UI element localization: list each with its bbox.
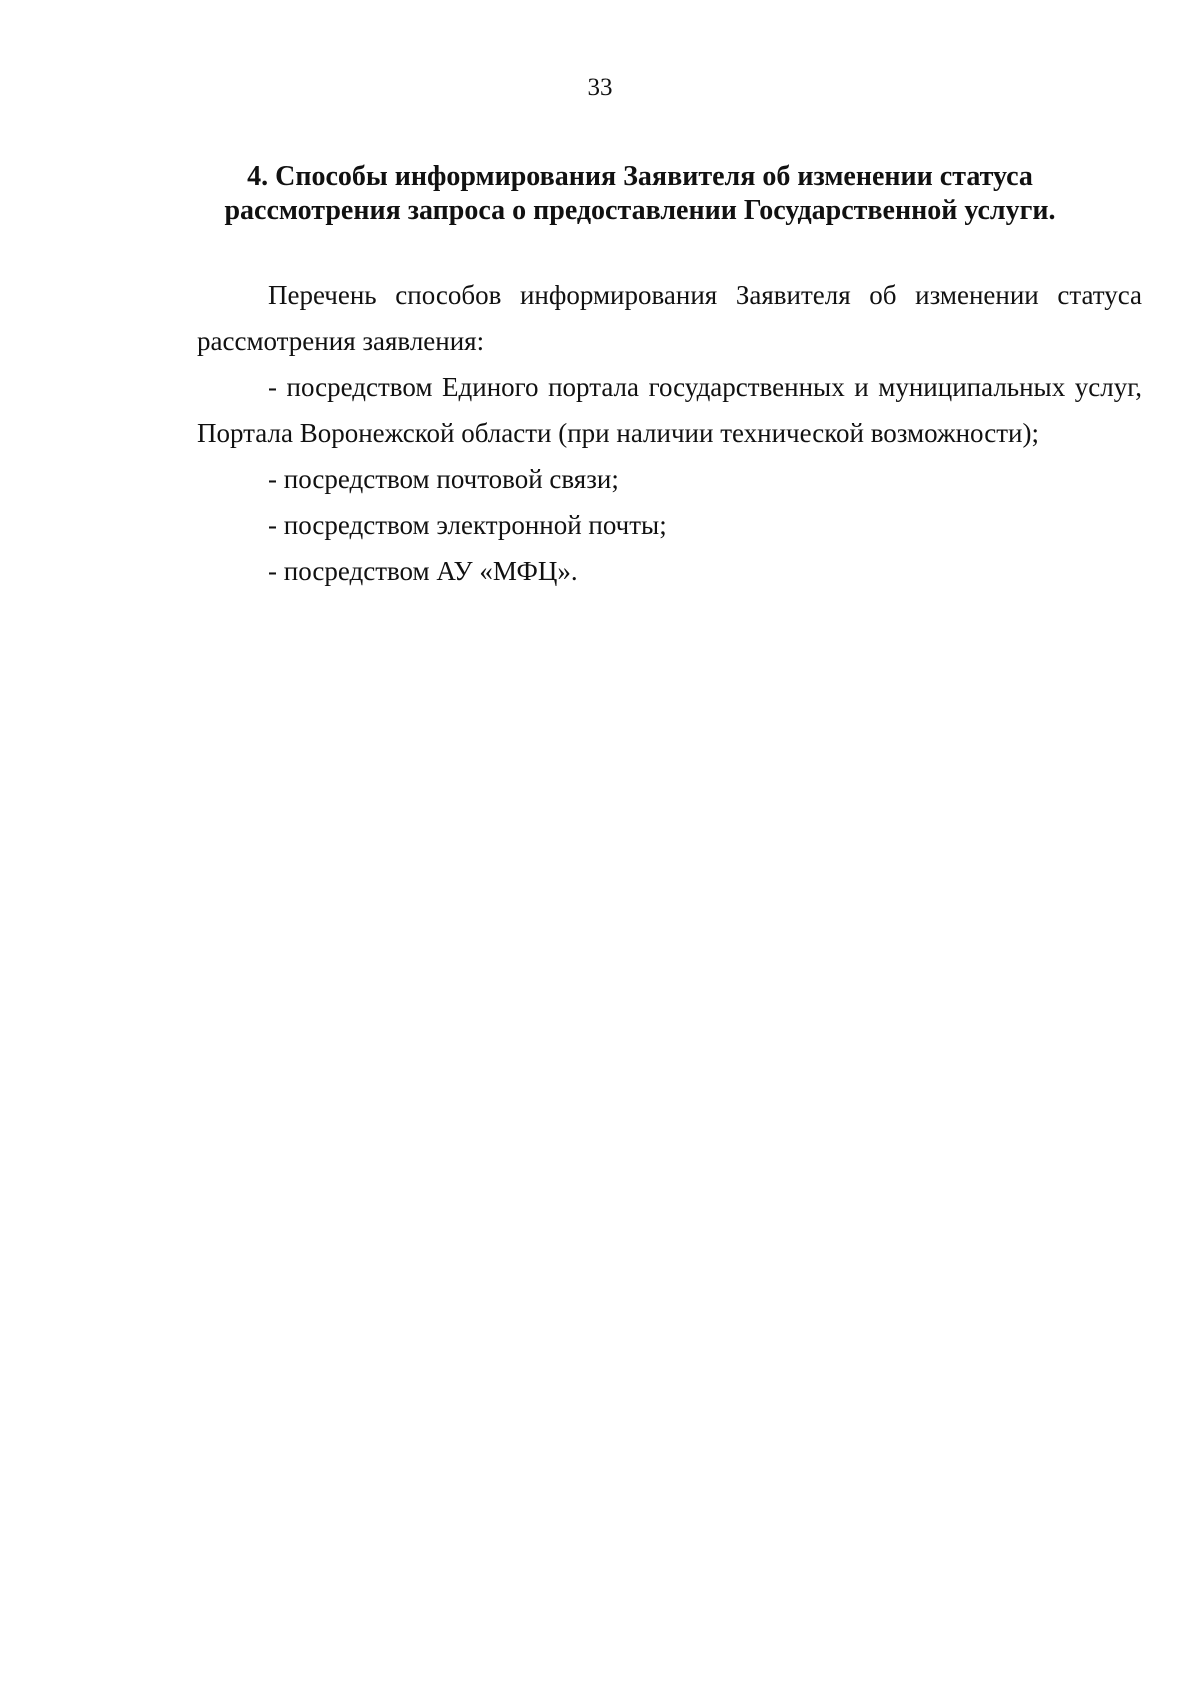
- list-item: - посредством АУ «МФЦ».: [268, 556, 578, 586]
- page-number: 33: [587, 74, 613, 101]
- list-item: - посредством электронной почты;: [268, 510, 667, 540]
- document-body: [197, 272, 1142, 594]
- intro-paragraph: Перечень способов информирования Заявителя об изменении статуса рассмотрения заявления:: [197, 280, 1142, 356]
- list-item: - посредством Единого портала государственных и муниципальных услуг, Портала Воронежской области (при наличии технической возможности);: [197, 372, 1142, 448]
- section-heading: [180, 160, 1100, 228]
- list-item: - посредством почтовой связи;: [268, 464, 619, 494]
- heading-line-2: рассмотрения запроса о предоставлении Государственной услуги.: [224, 195, 1056, 226]
- heading-line-1: 4. Способы информирования Заявителя об изменении статуса: [247, 161, 1033, 192]
